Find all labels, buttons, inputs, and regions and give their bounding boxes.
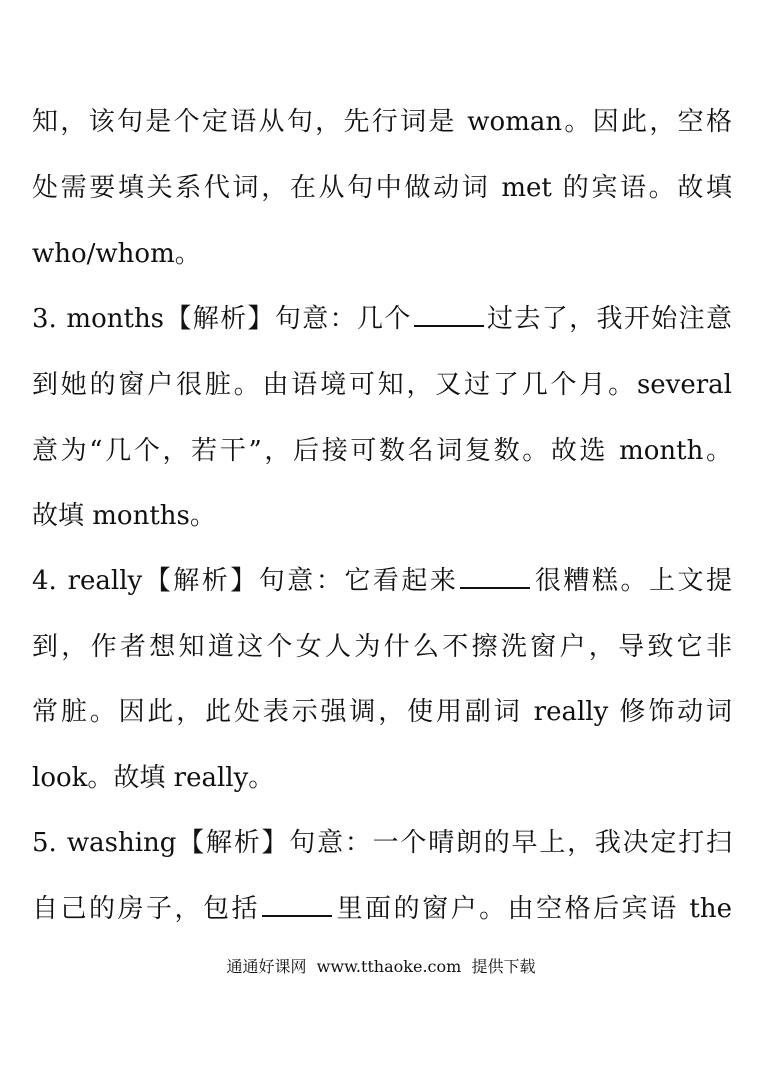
text-line: 故填 months。 bbox=[32, 501, 216, 531]
answer-item-4-line bbox=[32, 565, 732, 597]
fill-in-blank bbox=[262, 893, 332, 917]
text-line bbox=[32, 893, 732, 925]
fill-in-blank bbox=[460, 565, 530, 589]
text-segment: 过去了，我开始注意 bbox=[485, 304, 732, 334]
answer-item-3-line bbox=[32, 303, 732, 335]
text-line: 常脏。因此，此处表示强调，使用副词 really 修饰动词 bbox=[32, 697, 732, 727]
text-line: 处需要填关系代词，在从句中做动词 met 的宾语。故填 bbox=[32, 173, 732, 203]
text-line: look。故填 really。 bbox=[32, 763, 275, 793]
text-segment: 很糟糕。上文提 bbox=[532, 566, 732, 596]
text-segment: 自己的房子，包括 bbox=[32, 894, 261, 924]
text-line: 意为“几个，若干”，后接可数名词复数。故选 month。 bbox=[32, 436, 732, 466]
text-line: 知，该句是个定语从句，先行词是 woman。因此，空格 bbox=[32, 107, 732, 137]
fill-in-blank bbox=[414, 303, 484, 327]
page-footer: 通通好课网 www.tthaoke.com 提供下载 bbox=[226, 957, 536, 976]
text-line: 到她的窗户很脏。由语境可知，又过了几个月。several bbox=[32, 370, 732, 400]
text-segment: 4. really【解析】句意：它看起来 bbox=[32, 566, 459, 596]
text-line: who/whom。 bbox=[32, 239, 201, 269]
text-segment: 里面的窗户。由空格后宾语 the bbox=[334, 894, 732, 924]
answer-item-5-line: 5. washing【解析】句意：一个晴朗的早上，我决定打扫 bbox=[32, 828, 732, 858]
text-line: 到，作者想知道这个女人为什么不擦洗窗户，导致它非 bbox=[32, 632, 732, 662]
text-segment: 3. months【解析】句意：几个 bbox=[32, 304, 412, 334]
